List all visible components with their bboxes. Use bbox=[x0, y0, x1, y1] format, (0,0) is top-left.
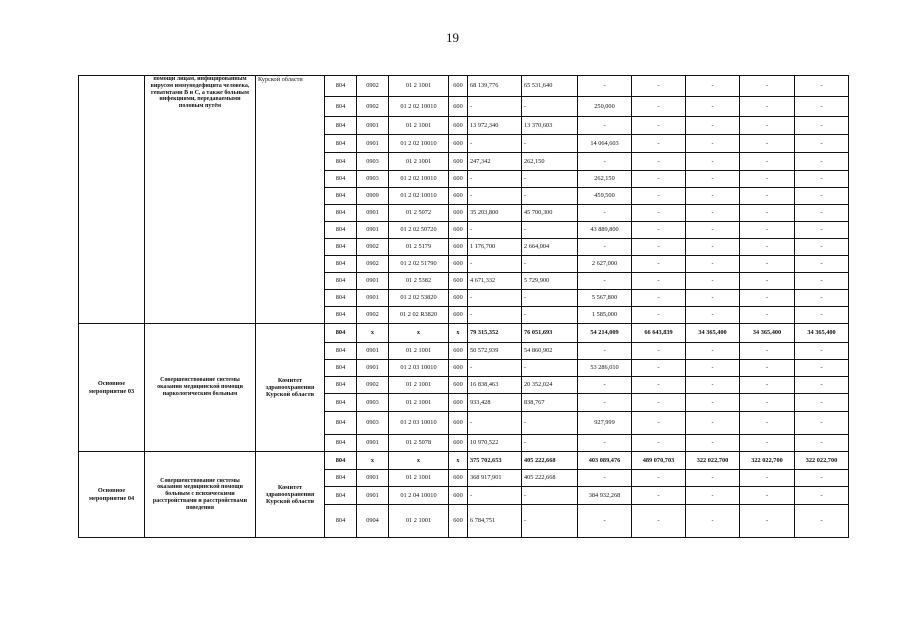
table-cell: - bbox=[795, 205, 849, 222]
table-cell: 34 365,400 bbox=[795, 324, 849, 343]
table-cell: - bbox=[468, 222, 522, 239]
page-number: 19 bbox=[446, 30, 459, 45]
table-cell: - bbox=[795, 470, 849, 487]
table-cell: - bbox=[795, 171, 849, 188]
table-cell: 01 2 1001 bbox=[389, 505, 449, 538]
table-cell: 43 889,800 bbox=[578, 222, 632, 239]
table-cell: 804 bbox=[325, 324, 357, 343]
table-cell: 804 bbox=[325, 97, 357, 117]
table-cell: 35 203,800 bbox=[468, 205, 522, 222]
table-cell: - bbox=[468, 487, 522, 505]
table-cell: - bbox=[632, 171, 686, 188]
table-cell: - bbox=[740, 171, 795, 188]
table-cell: 600 bbox=[449, 412, 468, 435]
table-cell: - bbox=[740, 135, 795, 153]
table-cell: 927,999 bbox=[578, 412, 632, 435]
table-cell: - bbox=[632, 343, 686, 360]
table-cell: x bbox=[389, 324, 449, 343]
table-cell: 933,428 bbox=[468, 394, 522, 412]
budget-table bbox=[78, 75, 849, 538]
table-cell: 804 bbox=[325, 487, 357, 505]
table-cell: - bbox=[795, 76, 849, 97]
table-cell: 804 bbox=[325, 222, 357, 239]
table-cell: 6 784,751 bbox=[468, 505, 522, 538]
section-description: помощи лицам, инфицированным вирусом иммунодефицита человека, гепатитами В и С, а также больным инфекциями, передаваемыми половым путём bbox=[145, 76, 256, 324]
table-cell: 250,000 bbox=[578, 97, 632, 117]
table-cell: - bbox=[740, 97, 795, 117]
table-cell: - bbox=[686, 256, 740, 273]
table-cell: 0901 bbox=[357, 135, 389, 153]
table-cell: 600 bbox=[449, 76, 468, 97]
table-cell: 600 bbox=[449, 435, 468, 452]
table-cell: 804 bbox=[325, 188, 357, 205]
table-cell: - bbox=[686, 117, 740, 135]
table-cell: 66 643,839 bbox=[632, 324, 686, 343]
table-cell: - bbox=[468, 412, 522, 435]
table-cell: - bbox=[686, 188, 740, 205]
table-cell: - bbox=[740, 222, 795, 239]
table-cell: 0909 bbox=[357, 188, 389, 205]
table-cell: - bbox=[740, 76, 795, 97]
table-cell: 0901 bbox=[357, 205, 389, 222]
table-cell: 0901 bbox=[357, 435, 389, 452]
table-cell: 600 bbox=[449, 360, 468, 377]
table-cell: 804 bbox=[325, 256, 357, 273]
table-cell: - bbox=[740, 343, 795, 360]
table-cell: - bbox=[578, 377, 632, 394]
table-cell: - bbox=[795, 97, 849, 117]
table-cell: - bbox=[522, 188, 578, 205]
table-cell: 2 664,004 bbox=[522, 239, 578, 256]
table-cell: 368 917,901 bbox=[468, 470, 522, 487]
table-cell: - bbox=[740, 505, 795, 538]
table-cell: - bbox=[740, 188, 795, 205]
table-cell: 1 585,000 bbox=[578, 307, 632, 324]
section-label: Основное мероприятие 04 bbox=[79, 452, 145, 538]
table-cell: - bbox=[740, 239, 795, 256]
table-cell: 600 bbox=[449, 135, 468, 153]
table-cell: - bbox=[740, 487, 795, 505]
table-cell: 322 022,700 bbox=[740, 452, 795, 470]
table-cell: 01 2 1001 bbox=[389, 76, 449, 97]
table-cell: 600 bbox=[449, 256, 468, 273]
table-cell: - bbox=[522, 222, 578, 239]
table-cell: 01 2 02 10010 bbox=[389, 97, 449, 117]
table-cell: 600 bbox=[449, 487, 468, 505]
table-cell: 01 2 1001 bbox=[389, 394, 449, 412]
table-cell: 804 bbox=[325, 377, 357, 394]
table-cell: - bbox=[578, 394, 632, 412]
table-cell: - bbox=[632, 307, 686, 324]
table-cell: - bbox=[686, 412, 740, 435]
table-cell: - bbox=[740, 360, 795, 377]
table-cell: - bbox=[686, 394, 740, 412]
table-cell: 54 214,009 bbox=[578, 324, 632, 343]
table-cell: 600 bbox=[449, 470, 468, 487]
section-label bbox=[79, 76, 145, 324]
table-cell: 804 bbox=[325, 205, 357, 222]
table-cell: - bbox=[468, 256, 522, 273]
table-cell: 0903 bbox=[357, 412, 389, 435]
table-cell: - bbox=[632, 377, 686, 394]
table-cell: - bbox=[795, 343, 849, 360]
table-cell: 0901 bbox=[357, 222, 389, 239]
table-cell: - bbox=[632, 505, 686, 538]
table-cell: 804 bbox=[325, 307, 357, 324]
table-cell: - bbox=[740, 470, 795, 487]
table-cell: - bbox=[795, 487, 849, 505]
table-cell: 804 bbox=[325, 412, 357, 435]
table-cell: - bbox=[740, 290, 795, 307]
table-cell: 16 838,463 bbox=[468, 377, 522, 394]
table-cell: - bbox=[686, 76, 740, 97]
table-cell: 600 bbox=[449, 188, 468, 205]
table-cell: 322 022,700 bbox=[795, 452, 849, 470]
table-cell: 403 089,476 bbox=[578, 452, 632, 470]
table-cell: 01 2 02 10010 bbox=[389, 171, 449, 188]
table-cell: 0901 bbox=[357, 487, 389, 505]
table-cell: - bbox=[740, 205, 795, 222]
table-cell: 804 bbox=[325, 273, 357, 290]
table-cell: 0902 bbox=[357, 256, 389, 273]
table-cell: - bbox=[578, 205, 632, 222]
table-cell: - bbox=[468, 188, 522, 205]
table-cell: 804 bbox=[325, 117, 357, 135]
table-cell: - bbox=[632, 470, 686, 487]
table-row bbox=[79, 76, 849, 97]
table-cell: - bbox=[795, 435, 849, 452]
table-cell: 4 671,332 bbox=[468, 273, 522, 290]
table-cell: 405 222,668 bbox=[522, 452, 578, 470]
table-cell: - bbox=[686, 360, 740, 377]
table-cell: - bbox=[468, 171, 522, 188]
table-cell: 0902 bbox=[357, 97, 389, 117]
table-cell: 01 2 5078 bbox=[389, 435, 449, 452]
table-cell: 01 2 02 53820 bbox=[389, 290, 449, 307]
table-cell: 01 2 02 R3820 bbox=[389, 307, 449, 324]
table-cell: 0901 bbox=[357, 290, 389, 307]
table-cell: 01 2 04 10010 bbox=[389, 487, 449, 505]
table-cell: - bbox=[795, 222, 849, 239]
table-cell: - bbox=[468, 290, 522, 307]
table-cell: - bbox=[468, 97, 522, 117]
table-cell: - bbox=[686, 222, 740, 239]
table-cell: - bbox=[686, 487, 740, 505]
table-cell: 0901 bbox=[357, 360, 389, 377]
table-cell: 10 970,522 bbox=[468, 435, 522, 452]
table-cell: - bbox=[740, 377, 795, 394]
table-cell: - bbox=[795, 412, 849, 435]
table-cell: 01 2 1001 bbox=[389, 470, 449, 487]
table-cell: 0901 bbox=[357, 117, 389, 135]
table-cell: 79 315,352 bbox=[468, 324, 522, 343]
table-cell: - bbox=[686, 205, 740, 222]
table-cell: 01 2 5072 bbox=[389, 205, 449, 222]
table-cell: 262,150 bbox=[578, 171, 632, 188]
table-cell: 68 139,776 bbox=[468, 76, 522, 97]
table-cell: 0902 bbox=[357, 239, 389, 256]
table-cell: - bbox=[795, 505, 849, 538]
table-cell: 0903 bbox=[357, 394, 389, 412]
table-cell: 01 2 02 51790 bbox=[389, 256, 449, 273]
table-cell: 0902 bbox=[357, 76, 389, 97]
table-cell: - bbox=[795, 273, 849, 290]
table-cell: - bbox=[686, 435, 740, 452]
table-cell: - bbox=[686, 273, 740, 290]
table-cell: 600 bbox=[449, 222, 468, 239]
table-cell: - bbox=[686, 377, 740, 394]
table-cell: 50 572,939 bbox=[468, 343, 522, 360]
table-cell: - bbox=[795, 377, 849, 394]
table-body bbox=[79, 76, 849, 538]
table-cell: - bbox=[686, 470, 740, 487]
table-cell: - bbox=[632, 435, 686, 452]
table-cell: - bbox=[522, 256, 578, 273]
table-cell: - bbox=[578, 153, 632, 171]
table-cell: - bbox=[686, 290, 740, 307]
table-cell: 0901 bbox=[357, 273, 389, 290]
table-cell: x bbox=[357, 324, 389, 343]
table-cell: - bbox=[578, 117, 632, 135]
table-cell: 489 070,703 bbox=[632, 452, 686, 470]
table-cell: - bbox=[795, 188, 849, 205]
table-cell: - bbox=[740, 412, 795, 435]
table-cell: - bbox=[740, 153, 795, 171]
table-cell: 5 729,900 bbox=[522, 273, 578, 290]
table-cell: - bbox=[686, 239, 740, 256]
table-cell: - bbox=[578, 505, 632, 538]
table-cell: 0902 bbox=[357, 377, 389, 394]
table-cell: - bbox=[740, 256, 795, 273]
section-description: Совершенствование системы оказания медицинской помощи больным с психическими расстройствами и расстройствами поведения bbox=[145, 452, 256, 538]
table-cell: 01 2 02 50720 bbox=[389, 222, 449, 239]
table-cell: 20 352,024 bbox=[522, 377, 578, 394]
table-cell: 600 bbox=[449, 290, 468, 307]
table-cell: - bbox=[522, 290, 578, 307]
table-cell: 01 2 1001 bbox=[389, 153, 449, 171]
table-cell: - bbox=[795, 360, 849, 377]
table-cell: 01 2 1001 bbox=[389, 377, 449, 394]
table-cell: 0901 bbox=[357, 470, 389, 487]
table-cell: - bbox=[632, 222, 686, 239]
section-executor: Комитет здравоохранения Курской области bbox=[256, 452, 325, 538]
table-cell: 01 2 1001 bbox=[389, 343, 449, 360]
table-cell: - bbox=[795, 290, 849, 307]
table-cell: 262,150 bbox=[522, 153, 578, 171]
table-cell: - bbox=[468, 360, 522, 377]
table-cell: - bbox=[522, 435, 578, 452]
table-cell: 54 860,902 bbox=[522, 343, 578, 360]
table-cell: 5 567,800 bbox=[578, 290, 632, 307]
table-cell: - bbox=[522, 97, 578, 117]
table-cell: - bbox=[632, 360, 686, 377]
table-cell: - bbox=[632, 394, 686, 412]
table-cell: - bbox=[522, 412, 578, 435]
table-cell: 600 bbox=[449, 343, 468, 360]
table-cell: - bbox=[578, 470, 632, 487]
table-cell: 804 bbox=[325, 76, 357, 97]
table-cell: 375 702,653 bbox=[468, 452, 522, 470]
table-cell: 384 932,268 bbox=[578, 487, 632, 505]
table-cell: - bbox=[632, 205, 686, 222]
table-cell: - bbox=[632, 76, 686, 97]
table-row bbox=[79, 324, 849, 343]
table-cell: 01 2 5382 bbox=[389, 273, 449, 290]
table-cell: - bbox=[632, 256, 686, 273]
table-cell: 322 022,700 bbox=[686, 452, 740, 470]
table-cell: 600 bbox=[449, 307, 468, 324]
table-cell: - bbox=[632, 273, 686, 290]
table-cell: - bbox=[740, 307, 795, 324]
table-cell: 804 bbox=[325, 153, 357, 171]
table-cell: 804 bbox=[325, 394, 357, 412]
table-cell: - bbox=[578, 435, 632, 452]
table-cell: 405 222,668 bbox=[522, 470, 578, 487]
table-cell: 2 627,000 bbox=[578, 256, 632, 273]
table-cell: - bbox=[522, 171, 578, 188]
table-cell: 804 bbox=[325, 290, 357, 307]
table-cell: - bbox=[740, 117, 795, 135]
table-cell: - bbox=[632, 188, 686, 205]
table-cell: - bbox=[795, 394, 849, 412]
table-cell: 804 bbox=[325, 435, 357, 452]
table-cell: 13 370,603 bbox=[522, 117, 578, 135]
table-cell: - bbox=[522, 135, 578, 153]
table-cell: 01 2 03 10010 bbox=[389, 360, 449, 377]
table-cell: 459,500 bbox=[578, 188, 632, 205]
table-cell: - bbox=[740, 394, 795, 412]
table-cell: - bbox=[632, 153, 686, 171]
table-cell: - bbox=[632, 97, 686, 117]
table-cell: 01 2 02 10010 bbox=[389, 188, 449, 205]
section-description: Совершенствование системы оказания медицинской помощи наркологическим больным bbox=[145, 324, 256, 452]
table-cell: 600 bbox=[449, 239, 468, 256]
table-cell: 600 bbox=[449, 394, 468, 412]
table-cell: x bbox=[449, 324, 468, 343]
table-cell: - bbox=[468, 307, 522, 324]
table-cell: 600 bbox=[449, 153, 468, 171]
table-cell: 0904 bbox=[357, 505, 389, 538]
table-cell: 13 972,340 bbox=[468, 117, 522, 135]
table-cell: - bbox=[686, 505, 740, 538]
table-cell: 1 176,700 bbox=[468, 239, 522, 256]
table-cell: - bbox=[632, 239, 686, 256]
table-cell: 0903 bbox=[357, 153, 389, 171]
table-cell: - bbox=[522, 360, 578, 377]
table-cell: x bbox=[389, 452, 449, 470]
table-cell: - bbox=[740, 435, 795, 452]
table-cell: - bbox=[795, 117, 849, 135]
table-cell: 34 365,400 bbox=[740, 324, 795, 343]
table-cell: 14 064,603 bbox=[578, 135, 632, 153]
table-cell: 804 bbox=[325, 452, 357, 470]
table-cell: - bbox=[686, 135, 740, 153]
table-cell: 804 bbox=[325, 360, 357, 377]
table-cell: 804 bbox=[325, 343, 357, 360]
table-row bbox=[79, 452, 849, 470]
table-cell: 45 700,300 bbox=[522, 205, 578, 222]
table-cell: - bbox=[632, 412, 686, 435]
table-cell: - bbox=[522, 487, 578, 505]
table-cell: - bbox=[795, 135, 849, 153]
table-cell: 804 bbox=[325, 505, 357, 538]
table-cell: - bbox=[632, 117, 686, 135]
table-cell: - bbox=[522, 307, 578, 324]
table-cell: - bbox=[686, 171, 740, 188]
table-cell: - bbox=[795, 307, 849, 324]
section-executor: Комитет здравоохранения Курской области bbox=[256, 324, 325, 452]
table-cell: - bbox=[686, 97, 740, 117]
table-cell: 01 2 02 10010 bbox=[389, 135, 449, 153]
table-cell: 0901 bbox=[357, 343, 389, 360]
table-cell: 804 bbox=[325, 171, 357, 188]
table-cell: - bbox=[740, 273, 795, 290]
table-cell: 76 051,693 bbox=[522, 324, 578, 343]
section-label: Основное мероприятие 03 bbox=[79, 324, 145, 452]
table-cell: - bbox=[522, 505, 578, 538]
table-cell: x bbox=[357, 452, 389, 470]
table-cell: 0902 bbox=[357, 307, 389, 324]
table-cell: - bbox=[468, 135, 522, 153]
table-cell: 600 bbox=[449, 205, 468, 222]
table-cell: 01 2 1001 bbox=[389, 117, 449, 135]
table-cell: 01 2 5179 bbox=[389, 239, 449, 256]
table-cell: - bbox=[795, 256, 849, 273]
table-cell: - bbox=[578, 76, 632, 97]
table-cell: 804 bbox=[325, 239, 357, 256]
table-cell: 247,342 bbox=[468, 153, 522, 171]
table-cell: 804 bbox=[325, 470, 357, 487]
table-cell: 804 bbox=[325, 135, 357, 153]
table-cell: - bbox=[632, 487, 686, 505]
table-cell: 01 2 03 10010 bbox=[389, 412, 449, 435]
table-cell: 600 bbox=[449, 377, 468, 394]
table-cell: x bbox=[449, 452, 468, 470]
table-cell: 600 bbox=[449, 505, 468, 538]
table-cell: - bbox=[795, 153, 849, 171]
table-cell: - bbox=[795, 239, 849, 256]
table-cell: - bbox=[686, 153, 740, 171]
table-cell: - bbox=[578, 273, 632, 290]
table-cell: 65 531,640 bbox=[522, 76, 578, 97]
table-cell: - bbox=[686, 343, 740, 360]
table-cell: - bbox=[632, 135, 686, 153]
table-cell: 53 286,010 bbox=[578, 360, 632, 377]
table-cell: 600 bbox=[449, 97, 468, 117]
table-cell: - bbox=[578, 239, 632, 256]
table-cell: 600 bbox=[449, 171, 468, 188]
table-cell: 838,767 bbox=[522, 394, 578, 412]
table-cell: 34 365,400 bbox=[686, 324, 740, 343]
table-cell: - bbox=[686, 307, 740, 324]
section-executor: Курской области bbox=[256, 76, 325, 324]
table-cell: - bbox=[578, 343, 632, 360]
table-cell: 600 bbox=[449, 273, 468, 290]
table-cell: 600 bbox=[449, 117, 468, 135]
table-cell: 0903 bbox=[357, 171, 389, 188]
table-cell: - bbox=[632, 290, 686, 307]
